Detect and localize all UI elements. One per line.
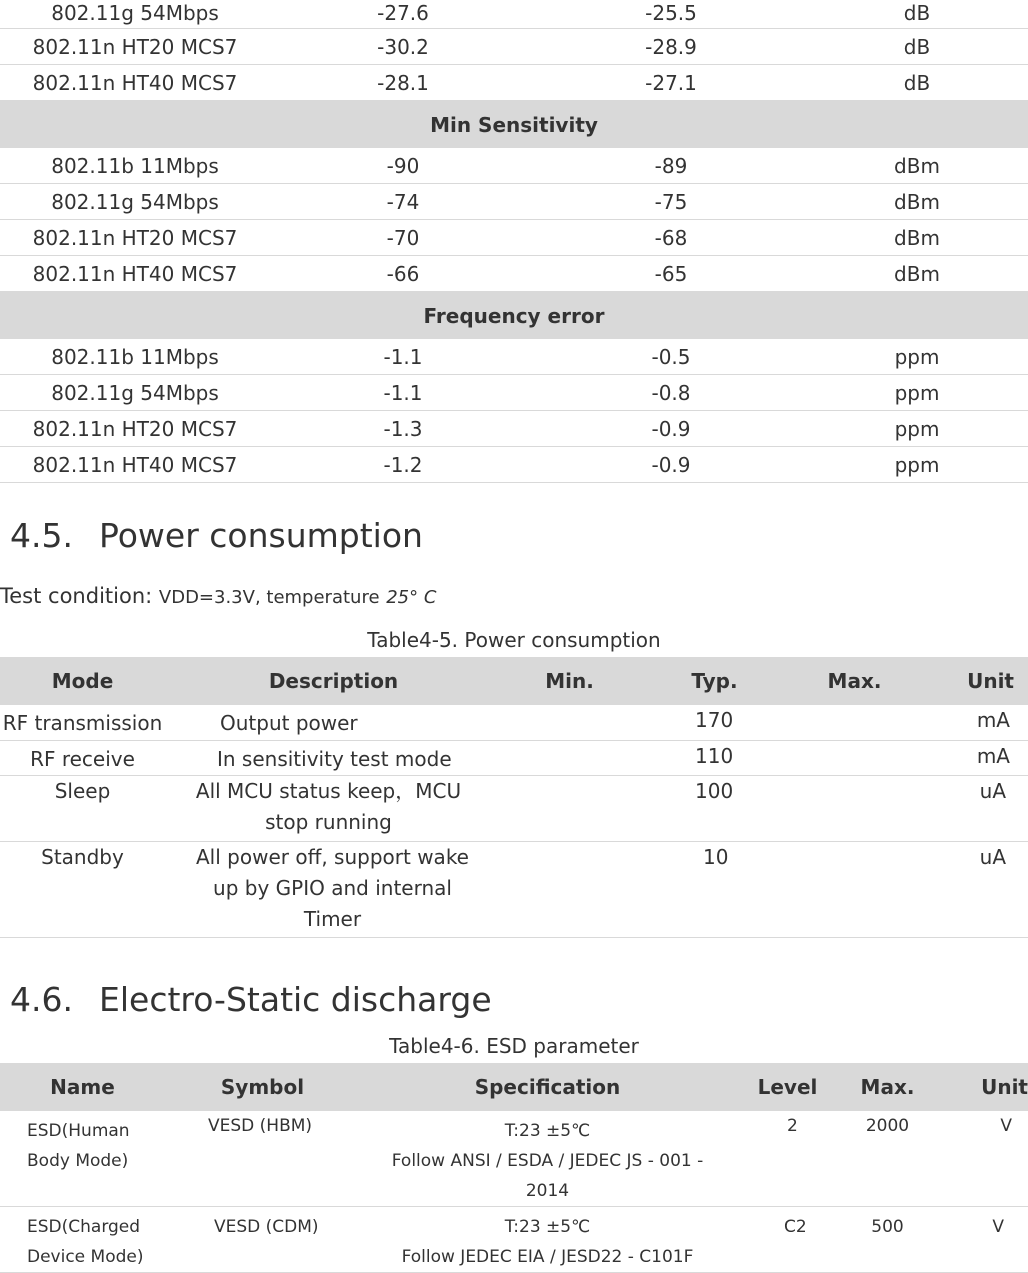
test-condition-value: VDD=3.3V, temperature <box>158 587 380 608</box>
mode-cell: 802.11g 54Mbps <box>0 375 270 411</box>
column-header-min: Min. <box>502 657 637 705</box>
spec-condition: T:23 ±5℃ <box>504 1121 591 1141</box>
max-cell <box>792 775 917 841</box>
table-row <box>0 740 1028 775</box>
unit-cell: ppm <box>806 375 1028 411</box>
power-consumption-table <box>0 657 1028 938</box>
unit-cell: dBm <box>806 220 1028 256</box>
section-title: Electro-Static discharge <box>99 980 492 1019</box>
section-title: Power consumption <box>99 516 423 555</box>
symbol-cell: VESD (HBM) <box>165 1111 360 1207</box>
unit-cell: dB <box>806 65 1028 101</box>
max-cell <box>792 705 917 740</box>
mode-cell: 802.11g 54Mbps <box>0 0 270 29</box>
mode-cell: 802.11g 54Mbps <box>0 184 270 220</box>
min-cell <box>502 841 637 937</box>
mode-cell: 802.11n HT20 MCS7 <box>0 29 270 65</box>
table-row <box>0 256 1028 292</box>
unit-cell: uA <box>917 841 1028 937</box>
section-number: 4.5. <box>10 516 73 555</box>
description-cell: All power off, support wake up by GPIO and internal Timer <box>165 841 502 937</box>
unit-cell: dB <box>806 29 1028 65</box>
section-heading-esd <box>10 980 492 1019</box>
value-cell: -68 <box>536 220 806 256</box>
value-cell: -1.2 <box>270 447 536 483</box>
section-title: Min Sensitivity <box>0 101 1028 149</box>
test-condition-label: Test condition: <box>0 584 153 608</box>
unit-cell: mA <box>917 740 1028 775</box>
typ-cell: 10 <box>637 841 792 937</box>
max-cell: 2000 <box>840 1111 935 1207</box>
value-cell: -75 <box>536 184 806 220</box>
value-cell: -70 <box>270 220 536 256</box>
description-cell: Output power <box>165 705 502 740</box>
mode-cell: 802.11n HT20 MCS7 <box>0 220 270 256</box>
value-cell: -1.1 <box>270 375 536 411</box>
level-cell: 2 <box>735 1111 840 1207</box>
unit-cell: dBm <box>806 148 1028 184</box>
test-condition-temperature: 25° C <box>386 587 437 608</box>
mode-cell: RF transmission <box>0 705 165 740</box>
mode-cell: 802.11n HT40 MCS7 <box>0 256 270 292</box>
value-cell: -90 <box>270 148 536 184</box>
specification-cell <box>360 1111 735 1207</box>
mode-cell: 802.11n HT40 MCS7 <box>0 65 270 101</box>
value-cell: -1.1 <box>270 339 536 375</box>
table-row <box>0 0 1028 29</box>
specification-cell <box>360 1207 735 1273</box>
table-row <box>0 375 1028 411</box>
max-cell: 500 <box>840 1207 935 1273</box>
unit-cell: V <box>935 1207 1028 1273</box>
name-cell: ESD(Human Body Mode) <box>0 1111 165 1207</box>
table-row <box>0 705 1028 740</box>
section-header-frequency-error <box>0 292 1028 340</box>
section-number: 4.6. <box>10 980 73 1019</box>
column-header-max: Max. <box>792 657 917 705</box>
value-cell: -1.3 <box>270 411 536 447</box>
unit-cell: dB <box>806 0 1028 29</box>
column-header-unit: Unit <box>917 657 1028 705</box>
description-cell: In sensitivity test mode <box>165 740 502 775</box>
spec-condition: T:23 ±5℃ <box>504 1217 591 1237</box>
value-cell: -0.9 <box>536 447 806 483</box>
table-row <box>0 447 1028 483</box>
table-row <box>0 411 1028 447</box>
test-condition <box>0 584 436 608</box>
unit-cell: uA <box>917 775 1028 841</box>
mode-cell: RF receive <box>0 740 165 775</box>
max-cell <box>792 841 917 937</box>
unit-cell: dBm <box>806 256 1028 292</box>
table-row <box>0 220 1028 256</box>
value-cell: -27.1 <box>536 65 806 101</box>
min-cell <box>502 740 637 775</box>
unit-cell: V <box>935 1111 1028 1207</box>
description-cell: All MCU status keep，MCU stop running <box>165 775 502 841</box>
mode-cell: 802.11b 11Mbps <box>0 148 270 184</box>
section-title: Frequency error <box>0 292 1028 340</box>
value-cell: -66 <box>270 256 536 292</box>
section-header-min-sensitivity <box>0 101 1028 149</box>
symbol-cell: VESD (CDM) <box>165 1207 360 1273</box>
table-row <box>0 148 1028 184</box>
table-header-row <box>0 1063 1028 1111</box>
table-row <box>0 1111 1028 1207</box>
unit-cell: mA <box>917 705 1028 740</box>
column-header-unit: Unit <box>935 1063 1028 1111</box>
column-header-specification: Specification <box>360 1063 735 1111</box>
table-caption-power: Table4-5. Power consumption <box>367 628 661 652</box>
spec-standard: Follow JEDEC EIA / JESD22 - C101F <box>401 1247 694 1267</box>
typ-cell: 170 <box>637 705 792 740</box>
max-cell <box>792 740 917 775</box>
mode-cell: Sleep <box>0 775 165 841</box>
value-cell: -30.2 <box>270 29 536 65</box>
column-header-symbol: Symbol <box>165 1063 360 1111</box>
value-cell: -65 <box>536 256 806 292</box>
value-cell: -27.6 <box>270 0 536 29</box>
table-row <box>0 775 1028 841</box>
mode-cell: 802.11b 11Mbps <box>0 339 270 375</box>
unit-cell: dBm <box>806 184 1028 220</box>
value-cell: -74 <box>270 184 536 220</box>
unit-cell: ppm <box>806 411 1028 447</box>
table-row <box>0 1207 1028 1273</box>
value-cell: -0.8 <box>536 375 806 411</box>
table-row <box>0 339 1028 375</box>
table-row <box>0 841 1028 937</box>
level-cell: C2 <box>735 1207 840 1273</box>
value-cell: -28.9 <box>536 29 806 65</box>
column-header-typ: Typ. <box>637 657 792 705</box>
value-cell: -0.5 <box>536 339 806 375</box>
name-cell: ESD(Charged Device Mode) <box>0 1207 165 1273</box>
min-cell <box>502 705 637 740</box>
table-header-row <box>0 657 1028 705</box>
unit-cell: ppm <box>806 339 1028 375</box>
rf-performance-table <box>0 0 1028 483</box>
value-cell: -0.9 <box>536 411 806 447</box>
column-header-name: Name <box>0 1063 165 1111</box>
table-row <box>0 29 1028 65</box>
value-cell: -25.5 <box>536 0 806 29</box>
table-row <box>0 184 1028 220</box>
spec-standard: Follow ANSI / ESDA / JEDEC JS - 001 - 2014 <box>391 1151 704 1201</box>
value-cell: -28.1 <box>270 65 536 101</box>
column-header-max: Max. <box>840 1063 935 1111</box>
column-header-level: Level <box>735 1063 840 1111</box>
mode-cell: 802.11n HT40 MCS7 <box>0 447 270 483</box>
value-cell: -89 <box>536 148 806 184</box>
unit-cell: ppm <box>806 447 1028 483</box>
table-row <box>0 65 1028 101</box>
table-caption-esd: Table4-6. ESD parameter <box>389 1034 639 1058</box>
mode-cell: Standby <box>0 841 165 937</box>
esd-parameter-table <box>0 1063 1028 1273</box>
mode-cell: 802.11n HT20 MCS7 <box>0 411 270 447</box>
column-header-mode: Mode <box>0 657 165 705</box>
column-header-description: Description <box>165 657 502 705</box>
section-heading-power-consumption <box>10 516 423 555</box>
typ-cell: 100 <box>637 775 792 841</box>
min-cell <box>502 775 637 841</box>
typ-cell: 110 <box>637 740 792 775</box>
